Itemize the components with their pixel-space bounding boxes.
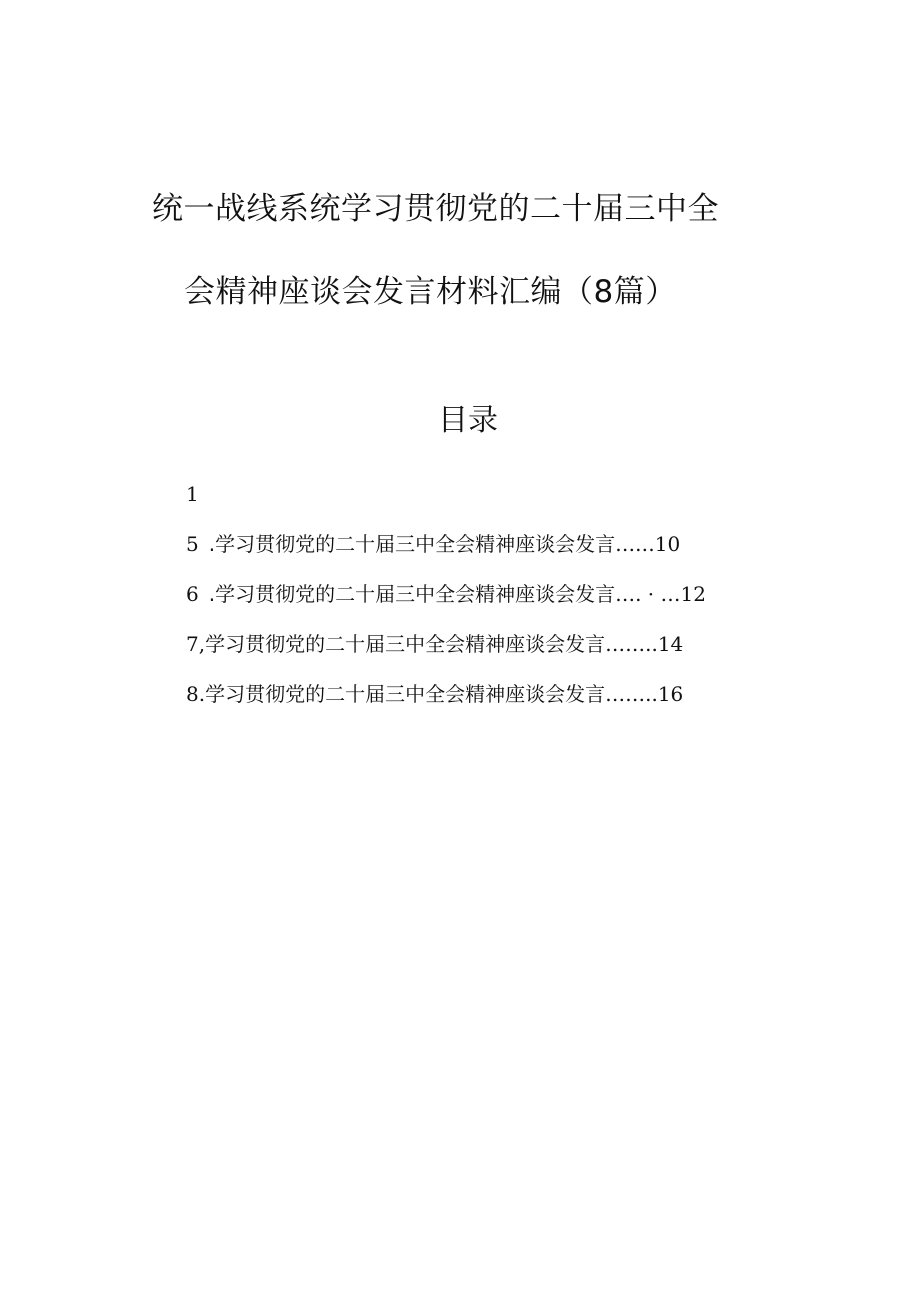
toc-entry-page: 16 — [657, 682, 684, 706]
toc-entry-leader: …. · … — [615, 582, 681, 606]
toc-entry-8[interactable] — [186, 684, 826, 734]
toc-entry-number: 5 — [186, 532, 199, 556]
toc-entry-leader: …….. — [605, 682, 658, 706]
toc-entry-7[interactable] — [186, 634, 826, 684]
toc-entry-page: 10 — [654, 532, 681, 556]
toc-entry-text: 学习贯彻党的二十届三中全会精神座谈会发言 — [205, 632, 606, 656]
toc-entry-5[interactable] — [186, 534, 826, 584]
toc-entry-page: 14 — [657, 632, 684, 656]
toc-entry-1[interactable] — [186, 484, 826, 534]
toc-entry-leader: …….. — [605, 632, 658, 656]
table-of-contents — [186, 484, 826, 734]
toc-entry-6[interactable] — [186, 584, 826, 634]
toc-entry-text: 学习贯彻党的二十届三中全会精神座谈会发言 — [205, 682, 606, 706]
toc-entry-page: 12 — [680, 582, 706, 606]
toc-entry-text: .学习贯彻党的二十届三中全会精神座谈会发言 — [208, 582, 616, 606]
toc-entry-number: 6 — [186, 582, 199, 606]
document-title-line-1: 统一战线系统学习贯彻党的二十届三中全 — [152, 191, 719, 227]
toc-entry-text: .学习贯彻党的二十届三中全会精神座谈会发言 — [208, 532, 616, 556]
document-title-line-2: 会精神座谈会发言材料汇编（8篇） — [184, 274, 677, 310]
toc-entry-number: 8. — [186, 682, 206, 706]
toc-entry-number: 1 — [186, 482, 199, 506]
toc-heading: 目录 — [438, 403, 498, 438]
toc-entry-leader: ….‥ — [615, 532, 655, 556]
toc-entry-number: 7, — [186, 632, 206, 656]
